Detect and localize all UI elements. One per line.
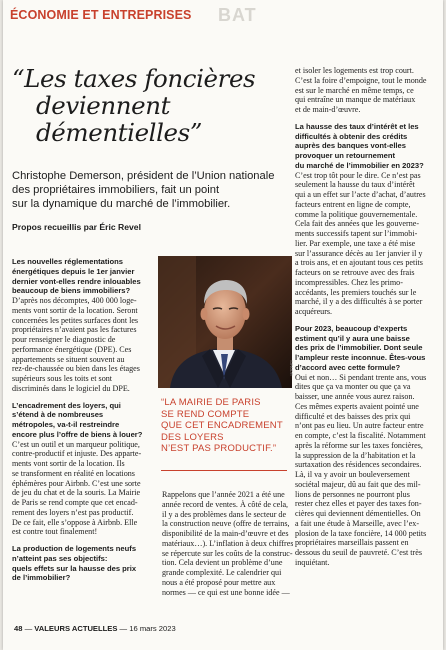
column-middle [162, 490, 293, 597]
headline-line: “Les taxes foncières [12, 64, 256, 93]
answer-line: dessous du seuil de pauvreté. C’est très [295, 548, 422, 557]
answer-line: difficulté et des baisses des prix qui [295, 411, 411, 421]
byline: Propos recueillis par Éric Revel [12, 222, 141, 232]
headline-line: deviennent [36, 91, 171, 120]
magazine-page [3, 0, 443, 650]
question-line: l’ampleur reste inconnue. Êtes-vous [295, 353, 426, 362]
answer-line: C’est trop tôt pour le dire. Ce n’est pas [295, 170, 421, 180]
answer-line: et de main-d’œuvre. [295, 105, 361, 114]
pull-quote-line: QUE CET ENCADREMENT [161, 420, 283, 431]
answer-line: sur l’assurance décès au 1er janvier il y [295, 248, 423, 258]
question-line: encore plus l’offre de biens à louer? [12, 429, 143, 439]
question-line: du marché de l’immobilier en 2023? [295, 160, 424, 170]
answer-line: est contre tout finalement! [12, 527, 98, 537]
question-line: L’encadrement des loyers, qui [12, 400, 121, 410]
answer-line: acquéreurs. [295, 307, 333, 316]
answer-line: Là, il va y avoir un bouleversement [295, 470, 410, 479]
answer-line: lions de personnes ne pourront plus [295, 489, 410, 499]
answer-line: facteurs on se retrouve avec des frais [295, 268, 415, 277]
answer-line: il y a des problèmes dans le secteur de [162, 509, 287, 519]
answer-line: D’après nos décomptes, 400 000 loge- [12, 296, 137, 305]
answer-line: qui entraîne un manque de matériaux [295, 95, 416, 105]
answer-line: propriétaires marseillais passent en [295, 538, 409, 548]
answer-line: Cela fait des années que les gouverne- [295, 219, 420, 229]
answer-line: facteurs entrent en ligne de compte, [295, 199, 411, 209]
page-number: 48 [14, 624, 23, 633]
show-through-text: BAT [218, 5, 257, 25]
answer-line: en compte, c’est la fiscalité. Notamment [295, 431, 426, 440]
magazine-name: VALEURS ACTUELLES [34, 624, 118, 633]
answer-line: disponibilité de la main-d’œuvre et des [162, 529, 289, 538]
answer-line: pour renseigner le diagnostic de [12, 335, 116, 344]
pull-quote-line: DES LOYERS [161, 431, 224, 443]
answer-line: après la réforme sur les taxes foncières, [295, 440, 423, 450]
pull-quote-line: “LA MAIRIE DE PARIS [161, 397, 261, 408]
answer-line: dites que ça va monter ou que ça va [295, 382, 411, 392]
answer-line: sociétal majeur, dû au fait que des mil- [295, 479, 421, 489]
column-right [295, 66, 437, 568]
answer-line: tion. Cela devient un problème d’une [162, 558, 283, 568]
question-line: beaucoup de biens immobiliers? [12, 286, 131, 296]
question-line: Pour 2023, beaucoup d’experts [295, 323, 408, 333]
answer-line: plosion de la taxe foncière, 14 000 petits [295, 528, 427, 538]
answer-line: qui a un effet sur l’acte d’achat, d’autres [295, 190, 426, 199]
footer-separator: — [24, 624, 33, 633]
paragraph-gap [12, 537, 153, 544]
answer-line: a fait une étude à Marseille, avec l’ex- [295, 518, 420, 528]
answer-line: lier. Par exemple, une taxe a été mise [295, 238, 416, 248]
answer-line: inquiétant. [295, 557, 330, 567]
photo-credit: SIPA/DR [289, 360, 294, 376]
question-line: métropoles, va-t-il restreindre [12, 420, 120, 429]
answer-line: et isoler les logements est trop court. [295, 66, 414, 75]
answer-line: comme la politique gouvernementale. [295, 209, 418, 219]
standfirst-line: des propriétaires immobiliers, fait un point [12, 184, 220, 196]
answer-line: ments vont sortir de la location. Ils [12, 459, 125, 468]
question-line: auprès des banques vont-elles [295, 141, 406, 151]
question-line: des prix de l’immobilier. Dont seule [295, 343, 423, 353]
answer-line: a trois ans, et en ajoutant tous ces petits [295, 258, 423, 268]
question-line: provoquer un retournement [295, 151, 395, 160]
answer-line: C’est un outil et un marqueur politique, [12, 439, 140, 449]
answer-line: rement des loyers n’est pas productif. [12, 507, 134, 517]
answer-line: la suppression de la d’habitation et la [295, 450, 416, 460]
pull-quote [161, 397, 287, 455]
answer-line: baisser, une année vous aurez raison. [295, 392, 415, 401]
pull-quote-rule [161, 470, 287, 471]
answer-line: marché, il y a des difficultés à se porter [295, 297, 423, 307]
answer-line: propriétaires n’avaient pas les factures [12, 325, 137, 335]
standfirst [12, 169, 294, 211]
pull-quote-line: N’EST PAS PRODUCTIF.” [161, 443, 277, 454]
column-left [12, 257, 153, 583]
answer-line: surtaxation des résidences secondaires. [295, 460, 422, 470]
headline [12, 65, 284, 146]
answer-line: C’est la foire d’empoigne, tout le monde [295, 75, 427, 85]
answer-line: rez-de-chaussée ou bien dans les étages [12, 364, 140, 374]
answer-line: matériaux…). L’inflation à deux chiffres [162, 538, 293, 548]
question-line: dernier vont-elles rendre inlouables [12, 276, 141, 286]
answer-line: accédants, les premiers touchés sur le [295, 287, 417, 297]
answer-line: se répercute sur les coûts de la construc- [162, 548, 293, 558]
section-label: ÉCONOMIE ET ENTREPRISES [10, 8, 192, 22]
standfirst-line: sur la dynamique du marché de l’immobilier. [12, 198, 231, 210]
question-line: estiment qu’il y aura une baisse [295, 333, 410, 343]
paragraph-gap [295, 317, 437, 324]
answer-line: ments vont sortir de la location. Seront [12, 305, 138, 315]
issue-date: 16 mars 2023 [129, 624, 176, 633]
question-line: La hausse des taux d’intérêt et les [295, 121, 419, 131]
answer-line: se transforment en réalité en locations [12, 468, 135, 478]
answer-line: normes — ce qui est une bonne idée — [162, 587, 290, 597]
answer-line: incompressibles. Chez les primo- [295, 277, 403, 287]
answer-line: Rappelons que l’année 2021 a été une [162, 490, 285, 499]
portrait-illustration [158, 256, 292, 388]
question-line: n’atteint pas ses objectifs: [12, 553, 108, 563]
answer-line: contre-productif et injuste. Des apparte- [12, 449, 142, 459]
paragraph-gap [12, 394, 153, 401]
answer-line: Ces mêmes experts avaient pointé une [295, 401, 419, 411]
answer-line: éphémères pour Airbnb. C’est une sorte [12, 478, 141, 488]
pull-quote-line: SE REND COMPTE [161, 408, 250, 420]
answer-line: De ce fait, elle s’oppose à Airbnb. Elle [12, 517, 138, 527]
answer-line: la construction neuve (offre de terrains, [162, 519, 290, 529]
answer-line: cières qui deviennent démentielles. On [295, 509, 421, 518]
headline-line: démentielles” [36, 118, 202, 147]
answer-line: seulement la hausse du taux d’intérêt [295, 180, 415, 190]
answer-line: concernées les petites surfaces dont les [12, 315, 139, 325]
answer-line: supérieurs sous les toits et sont [12, 374, 113, 383]
answer-line: ments successifs tapent sur l’immobi- [295, 229, 418, 238]
answer-line: année record de ventes. À côté de cela, [162, 499, 289, 509]
answer-line: de Paris se rend compte que cet encad- [12, 498, 138, 507]
portrait-photo [158, 256, 292, 388]
answer-line: est sur le marché en même temps, ce [295, 85, 414, 95]
question-line: de l’immobilier? [12, 573, 71, 583]
footer-separator: — [119, 624, 128, 633]
paragraph-gap [295, 115, 437, 122]
answer-line: nous a été proposé pour mettre aux [162, 577, 276, 587]
answer-line: rester chez elles et payer des taxes fon- [295, 499, 422, 509]
standfirst-line: Christophe Demerson, président de l’Union nationale [12, 170, 275, 182]
question-line: s’étend à de nombreuses [12, 410, 104, 420]
answer-line: Oui et non… Si pendant trente ans, vous [295, 372, 427, 382]
question-line: difficultés à obtenir des crédits [295, 131, 408, 141]
page-footer [14, 624, 176, 633]
answer-line: performance énergétique (DPE). Ces [12, 344, 132, 354]
question-line: La production de logements neufs [12, 544, 137, 553]
answer-line: grande complexité. Le calendrier qui [162, 568, 282, 577]
question-line: d’accord avec cette formule? [295, 362, 401, 372]
question-line: quels effets sur la hausse des prix [12, 563, 137, 573]
question-line: Les nouvelles réglementations [12, 257, 123, 266]
answer-line: n’ont pas eu lieu. Un autre facteur entre [295, 421, 424, 431]
answer-line: de jeu du chat et de la souris. La Mairie [12, 488, 141, 498]
answer-line: discriminés dans le logiciel du DPE. [12, 383, 130, 393]
answer-line: appartements se situent souvent au [12, 354, 125, 364]
question-line: énergétiques depuis le 1er janvier [12, 266, 135, 276]
